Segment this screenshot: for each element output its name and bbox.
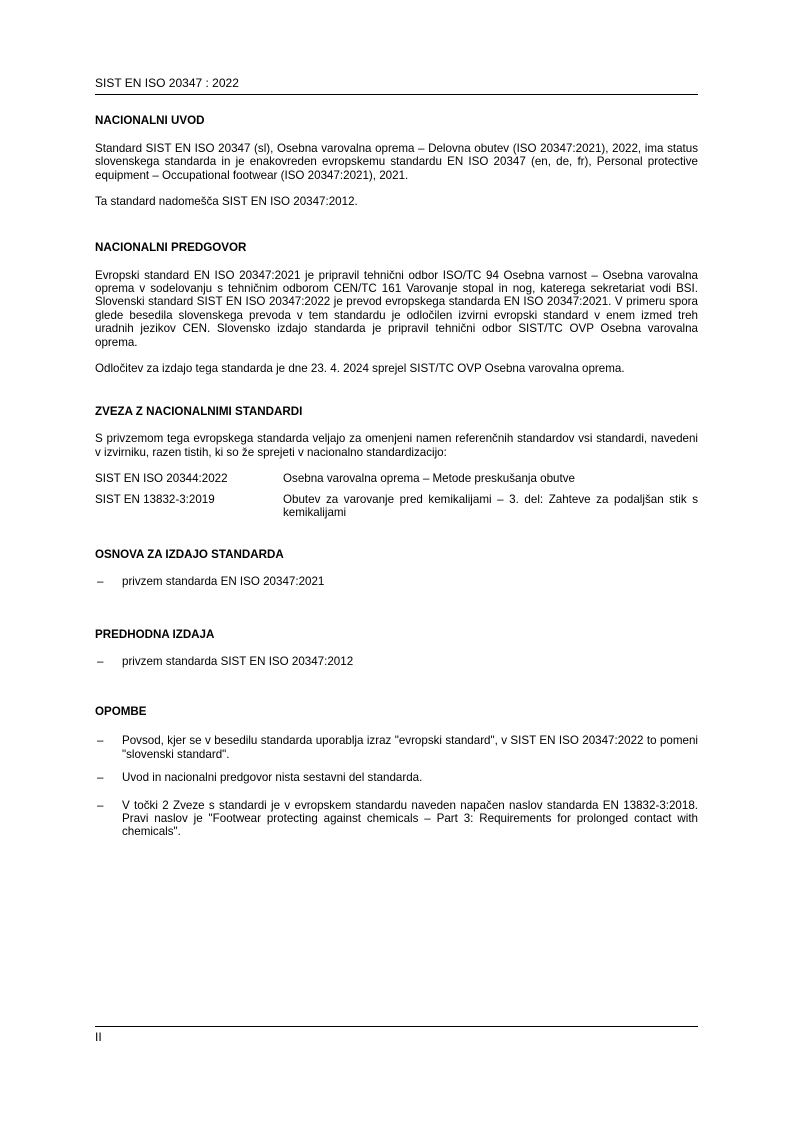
page-content — [95, 114, 698, 849]
list-item-text: Uvod in nacionalni predgovor nista sestavni del standarda. — [122, 771, 423, 785]
section-heading: ZVEZA Z NACIONALNIMI STANDARDI — [95, 405, 303, 419]
list-item-text: privzem standarda SIST EN ISO 20347:2012 — [122, 654, 354, 668]
paragraph: Evropski standard EN ISO 20347:2021 je pripravil tehnični odbor ISO/TC 94 Osebna varnost – Osebna varovalna oprema v sodelovanju s tehničnim odborom CEN/TC 161 Varovanje stopal in nog, katerega sekretariat vodi BSI. Slovenski standard SIST EN ISO 20347:2022 je prevod evropskega standarda EN ISO 20347:2021. V primeru spora glede besedila slovenskega prevoda v tem standardu je odločilen izvirni evropski standard v enem izmed treh uradnih jezikov CEN. Slovensko izdajo standarda je pripravil tehnični odbor SIST/TC OVP Osebna varovalna oprema. — [95, 268, 698, 349]
dash-bullet: – — [97, 654, 104, 668]
list-item-text: privzem standarda EN ISO 20347:2021 — [122, 574, 325, 588]
reference-row — [95, 493, 698, 520]
paragraph: Standard SIST EN ISO 20347 (sl), Osebna varovalna oprema – Delovna obutev (ISO 20347:2021), 2022, ima status slovenskega standarda in je enakovreden evropskemu standardu EN ISO 20347 (en, de, fr), Personal protective equipment – Occupational footwear (ISO 20347:2021), 2021. — [95, 142, 698, 182]
paragraph: S privzemom tega evropskega standarda veljajo za omenjeni namen referenčnih standardov vsi standardi, navedeni v izvirniku, razen tistih, ki so že sprejeti v nacionalno standardizacijo: — [95, 432, 698, 459]
section-heading: PREDHODNA IZDAJA — [95, 627, 215, 641]
section-heading: NACIONALNI PREDGOVOR — [95, 240, 247, 254]
reference-code: SIST EN ISO 20344:2022 — [95, 472, 228, 486]
section-heading: OPOMBE — [95, 705, 147, 719]
reference-code: SIST EN 13832-3:2019 — [95, 492, 215, 506]
section-heading: NACIONALNI UVOD — [95, 114, 205, 127]
list-item — [95, 655, 698, 668]
list-item — [95, 575, 698, 588]
section-opombe — [95, 705, 698, 838]
dash-bullet: – — [97, 798, 104, 812]
page-header — [95, 77, 698, 95]
section-zveza-z-nacionalnimi-standardi — [95, 405, 698, 519]
list-item — [95, 799, 698, 839]
section-nacionalni-uvod — [95, 114, 698, 209]
list-item-text: V točki 2 Zveze s standardi je v evropskem standardu naveden napačen naslov standarda EN 13832-3:2018. Pravi naslov je "Footwear protecting against chemicals – Part 3: Requirements for prolonged contact with chemicals". — [122, 798, 698, 839]
section-heading: OSNOVA ZA IZDAJO STANDARDA — [95, 547, 284, 561]
section-osnova-za-izdajo — [95, 548, 698, 588]
section-nacionalni-predgovor — [95, 241, 698, 376]
dash-bullet: – — [97, 771, 104, 785]
page-number: II — [95, 1030, 102, 1044]
page-footer — [95, 1026, 698, 1044]
list-item-text: Povsod, kjer se v besedilu standarda uporablja izraz "evropski standard", v SIST EN ISO 20347:2022 to pomeni "slovenski standard". — [122, 734, 698, 761]
dash-bullet: – — [97, 574, 104, 588]
reference-title: Osebna varovalna oprema – Metode preskušanja obutve — [283, 472, 575, 486]
section-predhodna-izdaja — [95, 628, 698, 668]
list-item — [95, 734, 698, 761]
reference-title: Obutev za varovanje pred kemikalijami – 3. del: Zahteve za podaljšan stik s kemikalijami — [283, 492, 698, 520]
reference-row — [95, 472, 698, 485]
list-item — [95, 771, 698, 784]
dash-bullet: – — [97, 734, 104, 748]
document-id: SIST EN ISO 20347 : 2022 — [95, 76, 239, 90]
paragraph: Odločitev za izdajo tega standarda je dne 23. 4. 2024 sprejel SIST/TC OVP Osebna varovalna oprema. — [95, 362, 625, 376]
paragraph: Ta standard nadomešča SIST EN ISO 20347:2012. — [95, 195, 358, 209]
